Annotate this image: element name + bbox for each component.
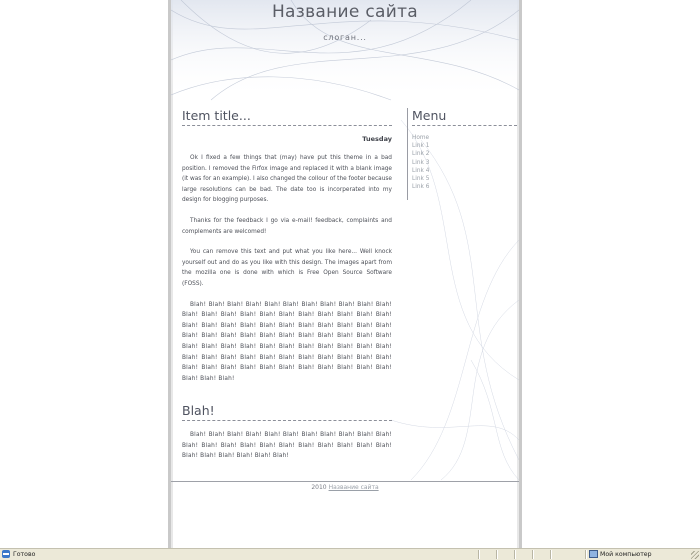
post-body bbox=[182, 430, 392, 462]
page-container bbox=[168, 0, 522, 548]
status-divider bbox=[550, 550, 552, 559]
status-divider bbox=[478, 550, 480, 559]
blog-post bbox=[182, 108, 392, 384]
status-divider bbox=[496, 550, 498, 559]
menu-link-1[interactable]: Link 1 bbox=[412, 143, 430, 150]
main-content bbox=[182, 108, 392, 462]
footer-divider bbox=[171, 481, 519, 482]
ie-page-icon bbox=[2, 550, 10, 558]
menu-link-6[interactable]: Link 6 bbox=[412, 184, 430, 191]
post-title: Blah! bbox=[182, 403, 392, 421]
footer bbox=[171, 484, 519, 491]
my-computer-icon bbox=[589, 550, 598, 558]
resize-grip[interactable] bbox=[691, 551, 699, 559]
status-divider bbox=[532, 550, 534, 559]
post-paragraph: Blah! Blah! Blah! Blah! Blah! Blah! Blah! Blah! Blah! Blah! Blah! Blah! Blah! Blah! Blah! Blah! Blah! Blah! Blah! Blah! Blah! Blah! Blah! Blah! Blah! Blah! Blah! Blah! Blah! Blah! Blah! Blah! Blah! Blah! Blah! Blah! Blah! Blah! Blah! Blah! Blah! Blah! Blah! Blah! Blah! Blah! Blah! Blah! Blah! Blah! Blah! Blah! Blah! Blah! Blah! Blah! Blah! Blah! Blah! Blah! Blah! Blah! Blah! Blah! Blah! Blah! Blah! Blah! Blah! Blah! Blah! Blah! Blah! Blah! Blah! Blah! Blah! Blah! Blah! Blah! bbox=[182, 301, 392, 382]
menu-link-home[interactable]: Home bbox=[412, 135, 430, 141]
post-date: Tuesday bbox=[362, 135, 392, 143]
menu-title: Menu bbox=[412, 108, 517, 126]
footer-site-link[interactable]: Название сайта bbox=[328, 484, 379, 491]
status-text: Готово bbox=[13, 551, 36, 558]
blog-post bbox=[182, 403, 392, 462]
footer-year: 2010 bbox=[311, 484, 327, 491]
status-divider bbox=[585, 550, 587, 559]
menu-link-4[interactable]: Link 4 bbox=[412, 167, 430, 174]
status-zone bbox=[589, 550, 652, 560]
menu-list bbox=[412, 134, 517, 191]
status-left bbox=[2, 550, 35, 560]
status-zone-text: Мой компьютер bbox=[600, 551, 652, 558]
post-paragraph: Ok I fixed a few things that (may) have put this theme in a bad position. I removed the Firfox image and replaced it with a blank image (it was for an example). I also changed the collour of the footer because large resolutions can be bad. The date too is incorperated into my design for blogging purposes. bbox=[182, 155, 392, 204]
menu-link-3[interactable]: Link 3 bbox=[412, 159, 430, 166]
site-slogan: слоган... bbox=[323, 33, 367, 42]
post-body bbox=[182, 153, 392, 384]
post-title: Item title... bbox=[182, 108, 392, 126]
site-title[interactable]: Название сайта bbox=[271, 2, 419, 22]
post-paragraph: Thanks for the feedback I go via e-mail! feedback, complaints and complements are welcomed! bbox=[182, 217, 392, 235]
sidebar-menu bbox=[407, 108, 517, 200]
post-paragraph: You can remove this text and put what you like here... Well knock yourself out and do as you like with this design. The images apart from the mozilla one is done with which is Free Open Source Software (FOSS). bbox=[182, 249, 392, 287]
menu-link-5[interactable]: Link 5 bbox=[412, 176, 430, 183]
browser-status-bar bbox=[0, 548, 700, 560]
post-paragraph: Blah! Blah! Blah! Blah! Blah! Blah! Blah! Blah! Blah! Blah! Blah! Blah! Blah! Blah! Blah! Blah! Blah! Blah! Blah! Blah! Blah! Blah! Blah! Blah! Blah! Blah! Blah! Blah! bbox=[182, 432, 392, 460]
menu-link-2[interactable]: Link 2 bbox=[412, 151, 430, 158]
status-divider bbox=[514, 550, 516, 559]
